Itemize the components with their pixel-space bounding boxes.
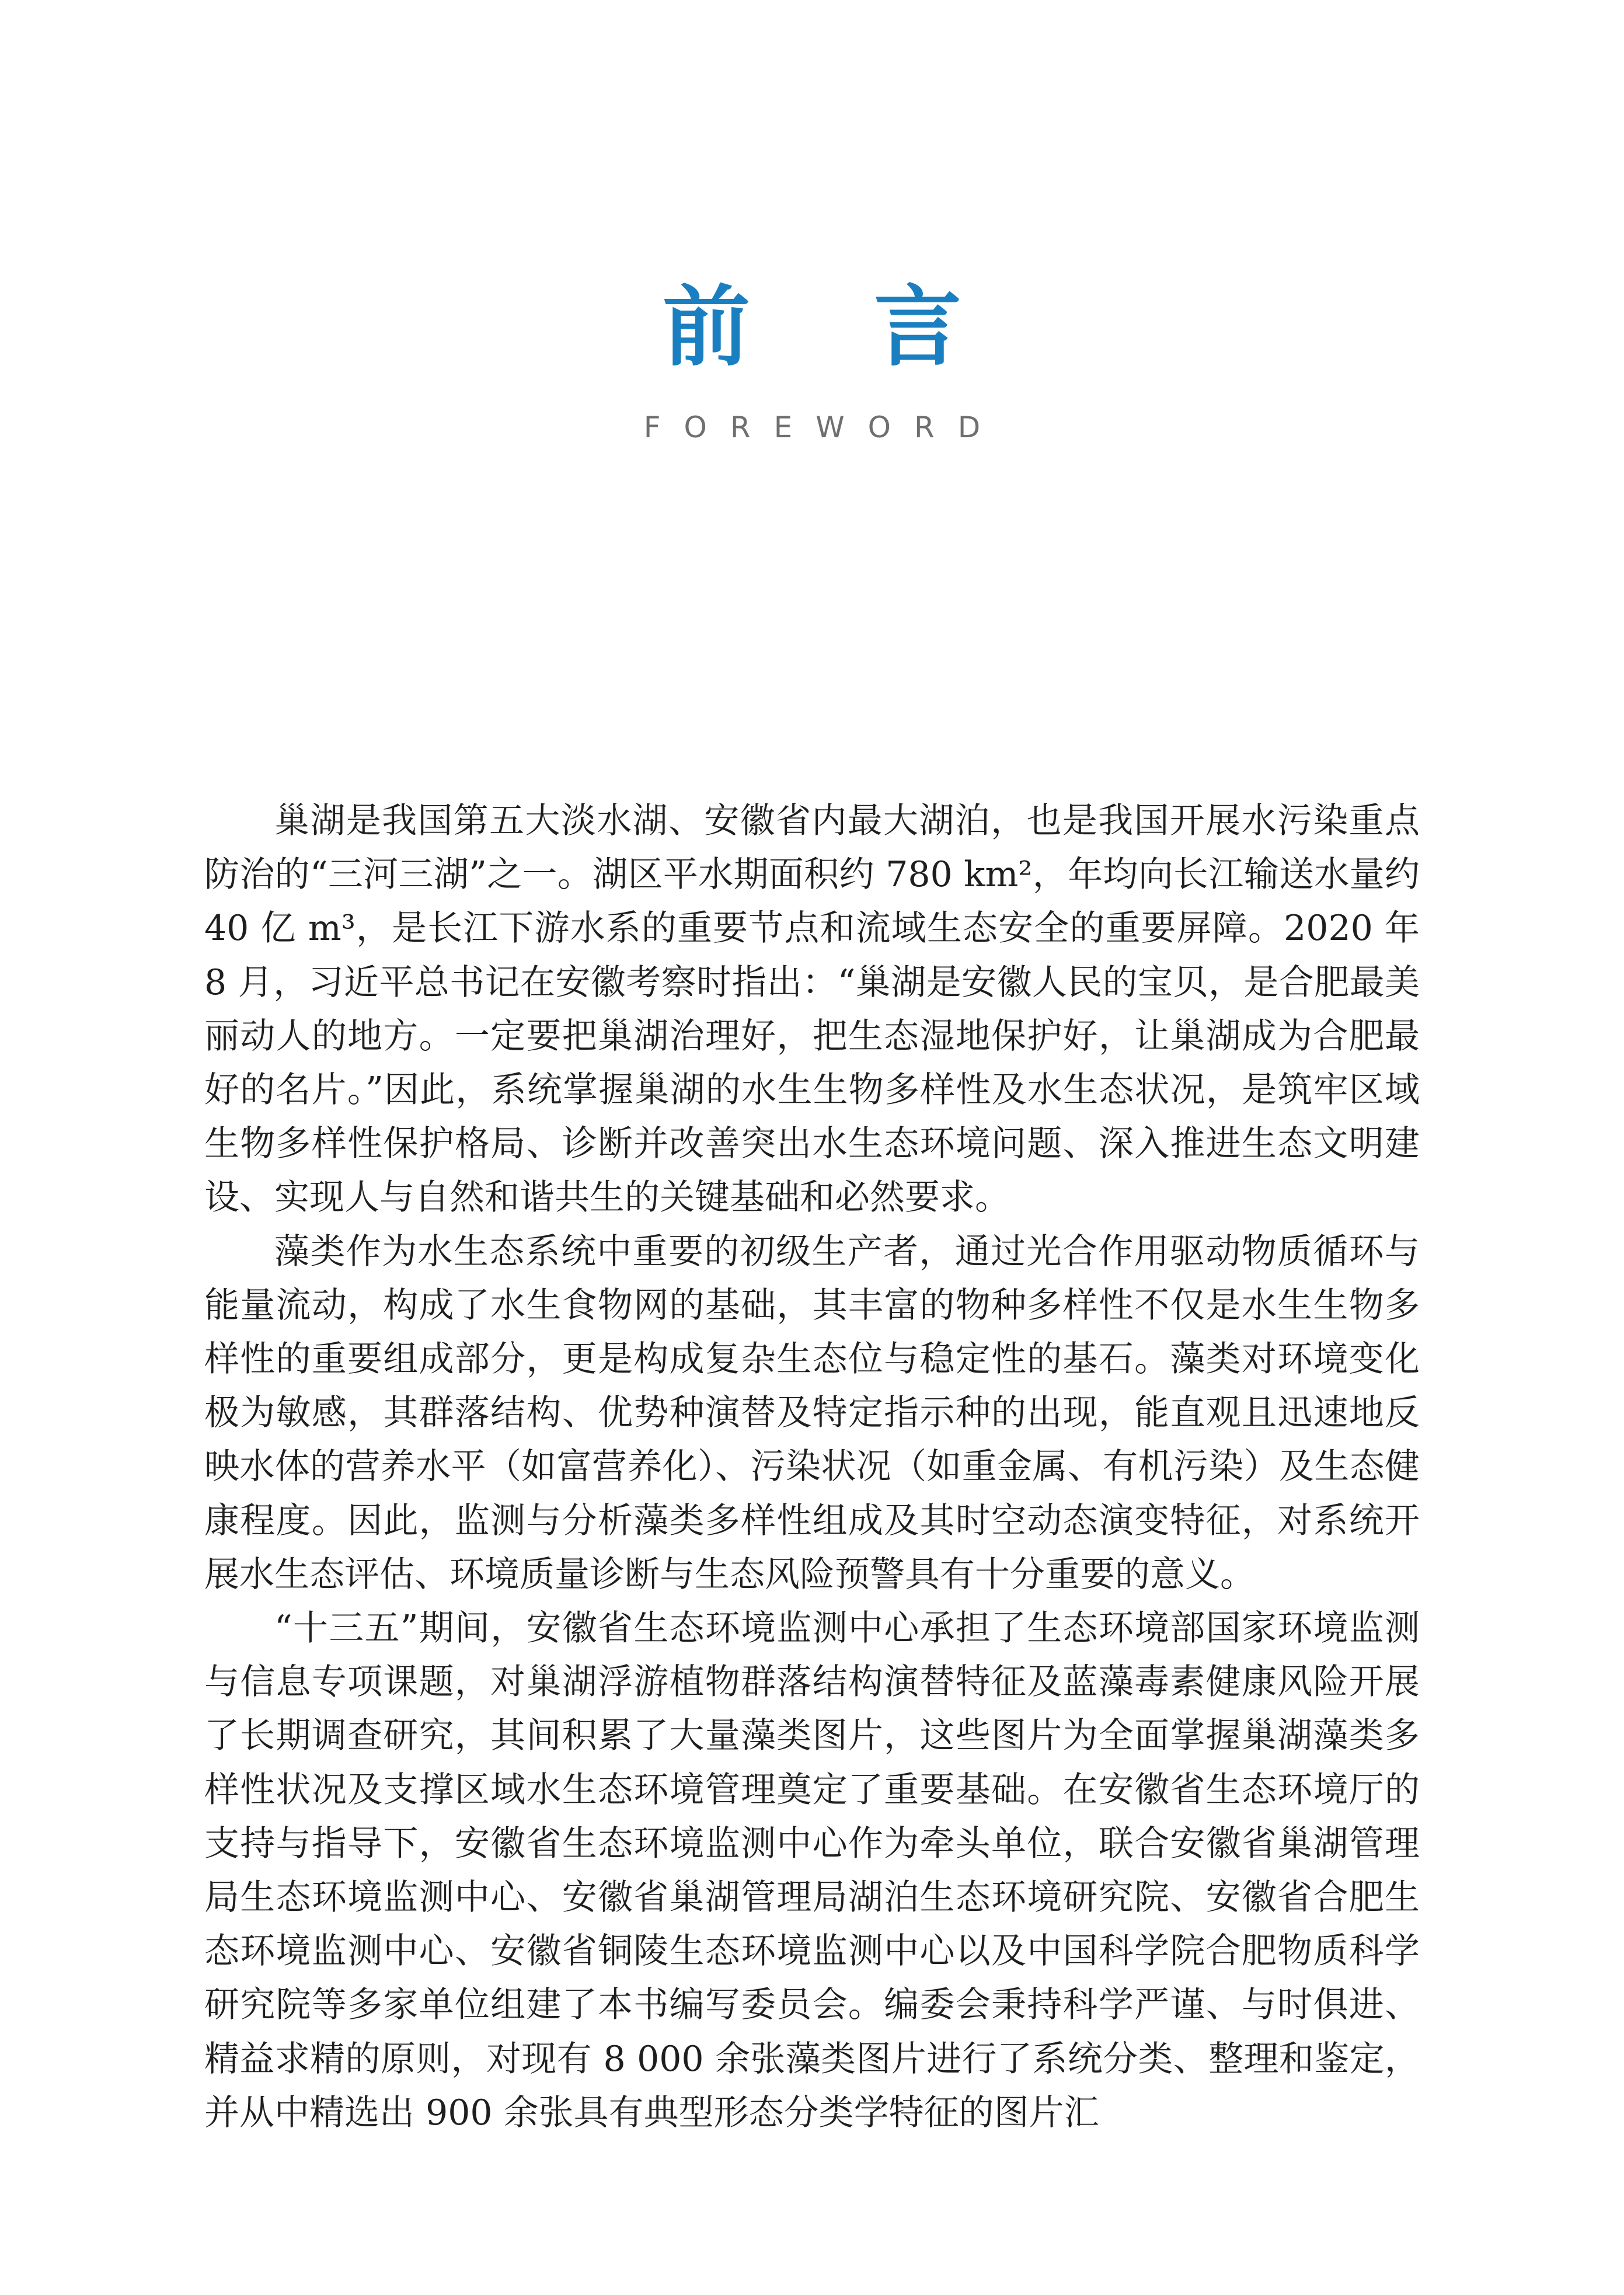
- page-title: 前 言: [662, 276, 1009, 378]
- foreword-body: [204, 794, 1420, 2140]
- page-subtitle: FOREWORD: [643, 410, 1004, 444]
- paragraph-algae-significance: 藻类作为水生态系统中重要的初级生产者，通过光合作用驱动物质循环与能量流动，构成了水生食物网的基础，其丰富的物种多样性不仅是水生生物多样性的重要组成部分，更是构成复杂生态位与稳定性的基石。藻类对环境变化极为敏感，其群落结构、优势种演替及特定指示种的出现，能直观且迅速地反映水体的营养水平（如富营养化）、污染状况（如重金属、有机污染）及生态健康程度。因此，监测与分析藻类多样性组成及其时空动态演变特征，对系统开展水生态评估、环境质量诊断与生态风险预警具有十分重要的意义。: [204, 1231, 1420, 1595]
- paragraph-chaohu-overview: 巢湖是我国第五大淡水湖、安徽省内最大湖泊，也是我国开展水污染重点防治的“三河三湖”之一。湖区平水期面积约 780 km²，年均向长江输送水量约 40 亿 m³，是长江下游水系的重要节点和流域生态安全的重要屏障。2020 年 8 月，习近平总书记在安徽考察时指出：“巢湖是安徽人民的宝贝，是合肥最美丽动人的地方。一定要把巢湖治理好，把生态湿地保护好，让巢湖成为合肥最好的名片。”因此，系统掌握巢湖的水生生物多样性及水生态状况，是筑牢区域生物多样性保护格局、诊断并改善突出水生态环境问题、深入推进生态文明建设、实现人与自然和谐共生的关键基础和必然要求。: [204, 800, 1420, 1218]
- paragraph-book-background: “十三五”期间，安徽省生态环境监测中心承担了生态环境部国家环境监测与信息专项课题，对巢湖浮游植物群落结构演替特征及蓝藻毒素健康风险开展了长期调查研究，其间积累了大量藻类图片，这些图片为全面掌握巢湖藻类多样性状况及支撑区域水生态环境管理奠定了重要基础。在安徽省生态环境厅的支持与指导下，安徽省生态环境监测中心作为牵头单位，联合安徽省巢湖管理局生态环境监测中心、安徽省巢湖管理局湖泊生态环境研究院、安徽省合肥生态环境监测中心、安徽省铜陵生态环境监测中心以及中国科学院合肥物质科学研究院等多家单位组建了本书编写委员会。编委会秉持科学严谨、与时俱进、精益求精的原则，对现有 8 000 余张藻类图片进行了系统分类、整理和鉴定，并从中精选出 900 余张具有典型形态分类学特征的图片汇: [204, 1608, 1420, 2133]
